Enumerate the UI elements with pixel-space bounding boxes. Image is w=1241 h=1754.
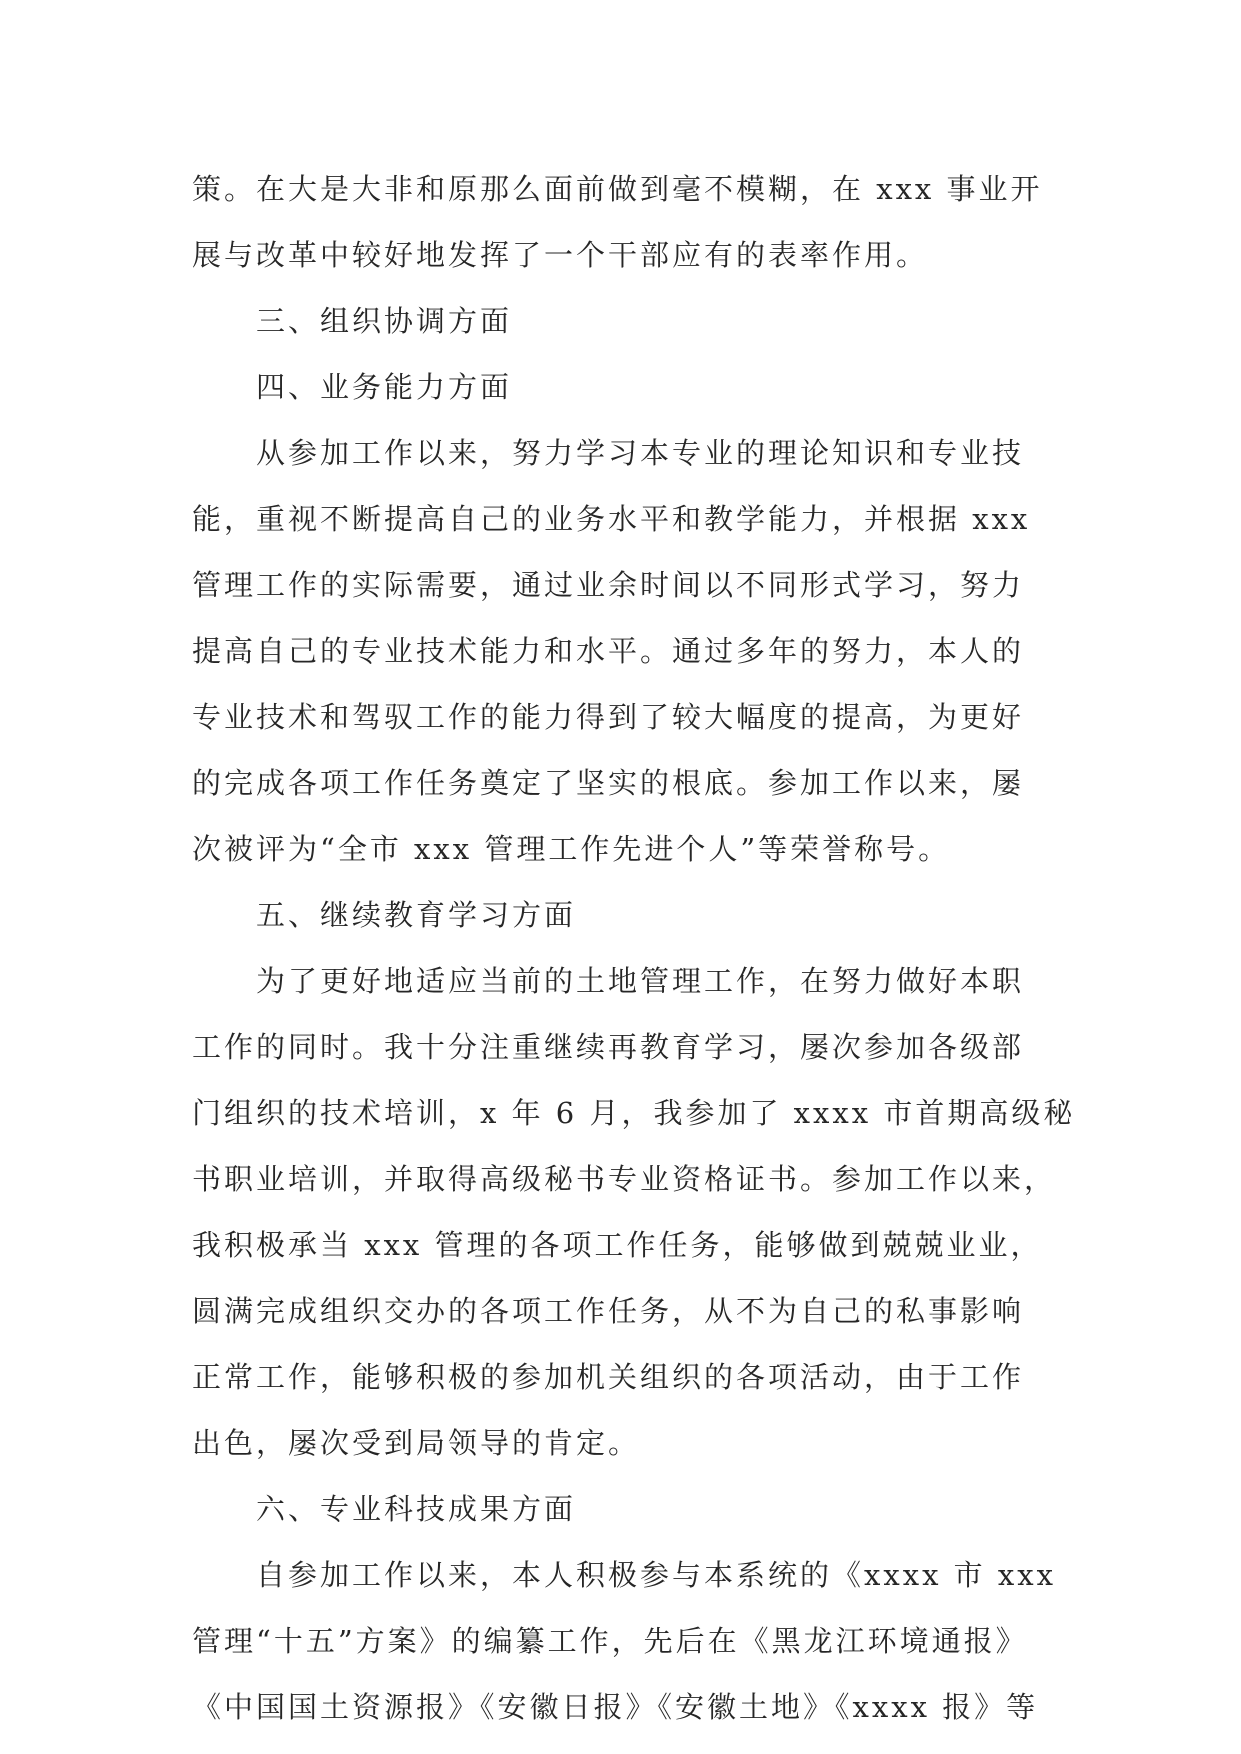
paragraph-line: 为了更好地适应当前的土地管理工作，在努力做好本职 [256, 964, 1025, 998]
paragraph-line: 工作的同时。我十分注重继续再教育学习，屡次参加各级部 [192, 1030, 1025, 1064]
paragraph-line: 管理工作的实际需要，通过业余时间以不同形式学习，努力 [192, 568, 1025, 602]
section-heading: 五、继续教育学习方面 [256, 898, 577, 932]
paragraph-line: 专业技术和驾驭工作的能力得到了较大幅度的提高，为更好 [192, 700, 1025, 734]
document-body [192, 156, 1076, 1740]
paragraph-line: 次被评为“全市 xxx 管理工作先进个人”等荣誉称号。 [192, 832, 951, 866]
section-heading: 三、组织协调方面 [256, 304, 513, 338]
paragraph-line: 《中国国土资源报》《安徽日报》《安徽土地》《xxxx 报》等 [192, 1690, 1039, 1724]
section-heading: 六、专业科技成果方面 [256, 1492, 577, 1526]
paragraph-line: 管理“十五”方案》的编纂工作，先后在《黑龙江环境通报》 [192, 1624, 1028, 1658]
paragraph-line: 圆满完成组织交办的各项工作任务，从不为自己的私事影响 [192, 1294, 1025, 1328]
section-heading: 四、业务能力方面 [256, 370, 513, 404]
paragraph-line: 正常工作，能够积极的参加机关组织的各项活动，由于工作 [192, 1360, 1025, 1394]
paragraph-line: 的完成各项工作任务奠定了坚实的根底。参加工作以来，屡 [192, 766, 1025, 800]
paragraph-line: 能，重视不断提高自己的业务水平和教学能力，并根据 xxx [192, 502, 1031, 536]
paragraph-line: 策。在大是大非和原那么面前做到毫不模糊，在 xxx 事业开 [192, 172, 1043, 206]
paragraph-line: 我积极承当 xxx 管理的各项工作任务，能够做到兢兢业业， [192, 1228, 1043, 1262]
paragraph-line: 自参加工作以来，本人积极参与本系统的《xxxx 市 xxx [256, 1558, 1056, 1592]
paragraph-line: 书职业培训，并取得高级秘书专业资格证书。参加工作以来， [192, 1162, 1057, 1196]
paragraph-line: 提高自己的专业技术能力和水平。通过多年的努力，本人的 [192, 634, 1025, 668]
paragraph-line: 出色，屡次受到局领导的肯定。 [192, 1426, 641, 1460]
paragraph-line: 从参加工作以来，努力学习本专业的理论知识和专业技 [256, 436, 1025, 470]
paragraph-line: 门组织的技术培训，x 年 6 月，我参加了 xxxx 市首期高级秘 [192, 1096, 1076, 1130]
paragraph-line: 展与改革中较好地发挥了一个干部应有的表率作用。 [192, 238, 929, 272]
